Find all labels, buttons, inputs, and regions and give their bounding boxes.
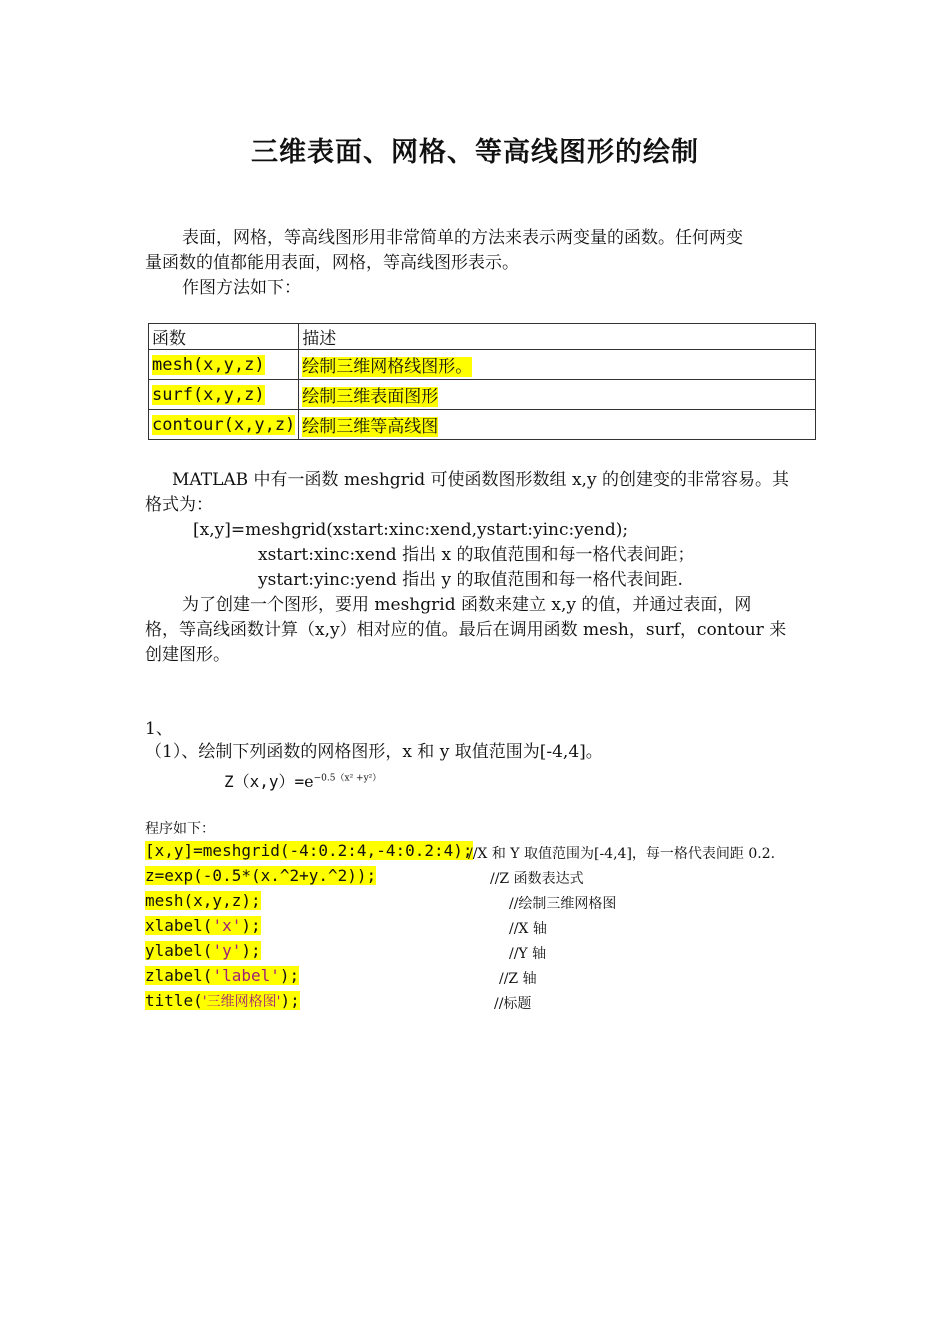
func-cell: contour(x,y,z) (152, 414, 296, 435)
formula-lhs: Z（x,y）= (224, 772, 305, 791)
table-row (149, 380, 816, 410)
meshgrid-syntax: [x,y]=meshgrid(xstart:xinc:xend,ystart:yinc:yend); (193, 520, 629, 540)
code-text: ); (280, 991, 300, 1010)
func-cell: mesh(x,y,z) (152, 354, 265, 375)
code-comment: //X 和 Y 取值范围为[-4,4]，每一格代表间距 0.2. (468, 846, 776, 862)
intro-line-3: 作图方法如下： (182, 278, 301, 298)
code-comment: //Z 函数表达式 (490, 871, 584, 887)
function-table (148, 323, 816, 440)
code-string: 'y' (212, 941, 242, 960)
meshgrid-x-desc: xstart:xinc:xend 指出 x 的取值范围和每一格代表间距； (258, 545, 695, 565)
code-line (145, 891, 261, 910)
section-task: （1）、绘制下列函数的网格图形，x 和 y 取值范围为[-4,4]。 (145, 742, 603, 762)
code-line (145, 941, 261, 960)
code-string: '三维网格图' (202, 994, 281, 1010)
header-desc: 描述 (299, 324, 816, 350)
desc-cell: 绘制三维表面图形 (302, 387, 439, 407)
code-comment: //X 轴 (509, 921, 547, 937)
code-comment: //Z 轴 (499, 971, 537, 987)
code-line (145, 966, 299, 985)
code-string: 'label' (212, 966, 280, 985)
section-number: 1、 (145, 719, 173, 739)
table-row (149, 410, 816, 440)
intro-line-2: 量函数的值都能用表面，网格，等高线图形表示。 (145, 253, 519, 273)
code-comment: //Y 轴 (509, 946, 547, 962)
code-text: zlabel( (145, 966, 213, 985)
meshgrid-para-1: 为了创建一个图形，要用 meshgrid 函数来建立 x,y 的值，并通过表面，网 (182, 595, 752, 615)
code-text: ); (241, 916, 261, 935)
program-label: 程序如下： (145, 821, 215, 837)
meshgrid-para-3: 创建图形。 (145, 645, 230, 665)
header-func: 函数 (149, 324, 299, 350)
code-text: xlabel( (145, 916, 213, 935)
code-string: 'x' (212, 916, 242, 935)
meshgrid-y-desc: ystart:yinc:yend 指出 y 的取值范围和每一格代表间距. (258, 570, 683, 590)
table-row (149, 350, 816, 380)
code-line (145, 991, 300, 1011)
formula-base: e (304, 772, 314, 791)
code-text: mesh(x,y,z); (145, 891, 261, 910)
code-text: title( (145, 991, 203, 1010)
formula-exponent: −0.5（x² +y²） (313, 773, 382, 784)
code-text: ); (241, 941, 261, 960)
code-text: z=exp(-0.5*(x.^2+y.^2)); (145, 866, 377, 885)
code-text: [x,y]=meshgrid(-4:0.2:4,-4:0.2:4); (145, 841, 473, 860)
desc-cell: 绘制三维网格线图形。 (302, 357, 473, 377)
page-title: 三维表面、网格、等高线图形的绘制 (251, 137, 699, 168)
meshgrid-line-1: MATLAB 中有一函数 meshgrid 可使函数图形数组 x,y 的创建变的非常容易。其 (172, 470, 789, 490)
formula (224, 769, 381, 792)
intro-line-1: 表面，网格，等高线图形用非常简单的方法来表示两变量的函数。任何两变 (182, 228, 743, 248)
table-header-row (149, 324, 816, 350)
meshgrid-para-2: 格，等高线函数计算（x,y）相对应的值。最后在调用函数 mesh，surf，contour 来 (145, 620, 787, 640)
code-line (145, 916, 261, 935)
code-comment: //标题 (494, 996, 532, 1012)
code-text: ylabel( (145, 941, 213, 960)
code-comment: //绘制三维网格图 (509, 896, 617, 912)
code-text: ); (279, 966, 300, 985)
code-line (145, 841, 473, 860)
code-line (145, 866, 376, 885)
meshgrid-line-2: 格式为： (145, 495, 213, 515)
func-cell: surf(x,y,z) (152, 384, 265, 405)
desc-cell: 绘制三维等高线图 (302, 417, 439, 437)
